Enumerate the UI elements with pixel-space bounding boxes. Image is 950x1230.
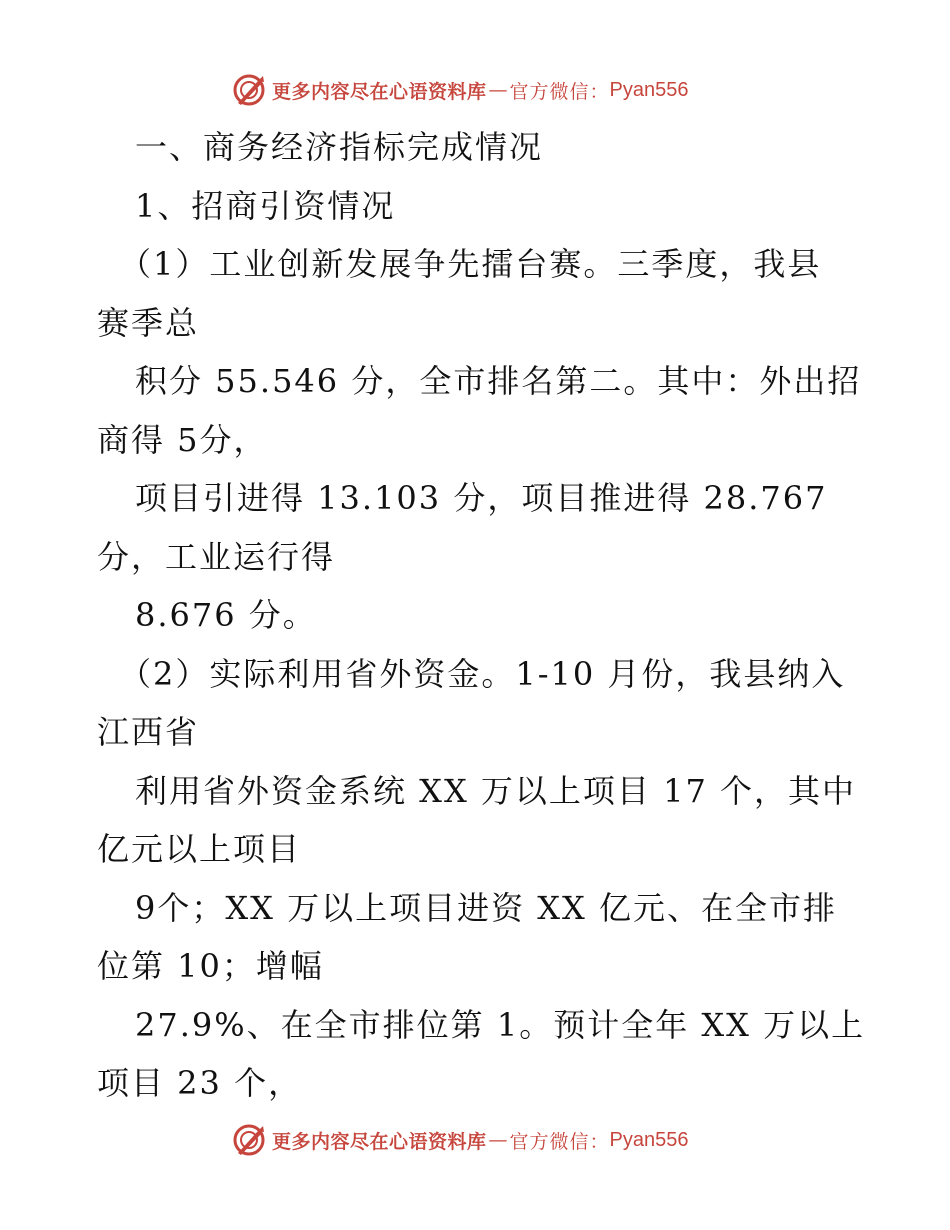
banner-sub: 官方微信：: [509, 80, 610, 103]
banner-id: Pyan556: [609, 78, 689, 101]
footer-banner: [232, 1122, 689, 1158]
text-line: 商得 5分，: [97, 420, 268, 459]
banner-dash: —: [488, 1129, 508, 1151]
text-line: （2）实际利用省外资金。1-10 月份，我县纳入: [119, 654, 846, 693]
text-line: 亿元以上项目: [97, 830, 302, 868]
text-line: 8.676 分。: [135, 596, 317, 634]
text-line: 项目 23 个，: [97, 1064, 303, 1102]
text-line: （1）工业创新发展争先擂台赛。三季度，我县: [119, 245, 822, 283]
banner-id: Pyan556: [609, 1128, 689, 1151]
subsection-heading: 1、招商引资情况: [135, 186, 396, 225]
header-banner: [232, 72, 689, 108]
banner-text: 更多内容尽在心语资料库: [272, 80, 487, 103]
logo-icon: [232, 1123, 266, 1157]
text-line: 位第 10；增幅: [97, 947, 324, 985]
text-line: 27.9%、在全市排位第 1。预计全年 XX 万以上: [135, 1005, 866, 1044]
text-line: 项目引进得 13.103 分，项目推进得 28.767: [135, 479, 828, 517]
banner-text: 更多内容尽在心语资料库: [272, 1130, 487, 1153]
text-line: 利用省外资金系统 XX 万以上项目 17 个，其中: [135, 771, 856, 810]
body-text: [97, 118, 877, 1113]
text-line: 江西省: [97, 713, 200, 751]
text-line: 赛季总: [97, 303, 200, 342]
banner-dash: —: [488, 79, 508, 101]
text-line: 积分 55.546 分，全市排名第二。其中：外出招: [135, 362, 862, 400]
logo-icon: [232, 73, 266, 107]
text-line: 分，工业运行得: [97, 537, 336, 576]
section-heading: 一、商务经济指标完成情况: [135, 128, 544, 166]
text-line: 9个；XX 万以上项目进资 XX 亿元、在全市排: [135, 888, 838, 927]
banner-sub: 官方微信：: [509, 1130, 610, 1153]
